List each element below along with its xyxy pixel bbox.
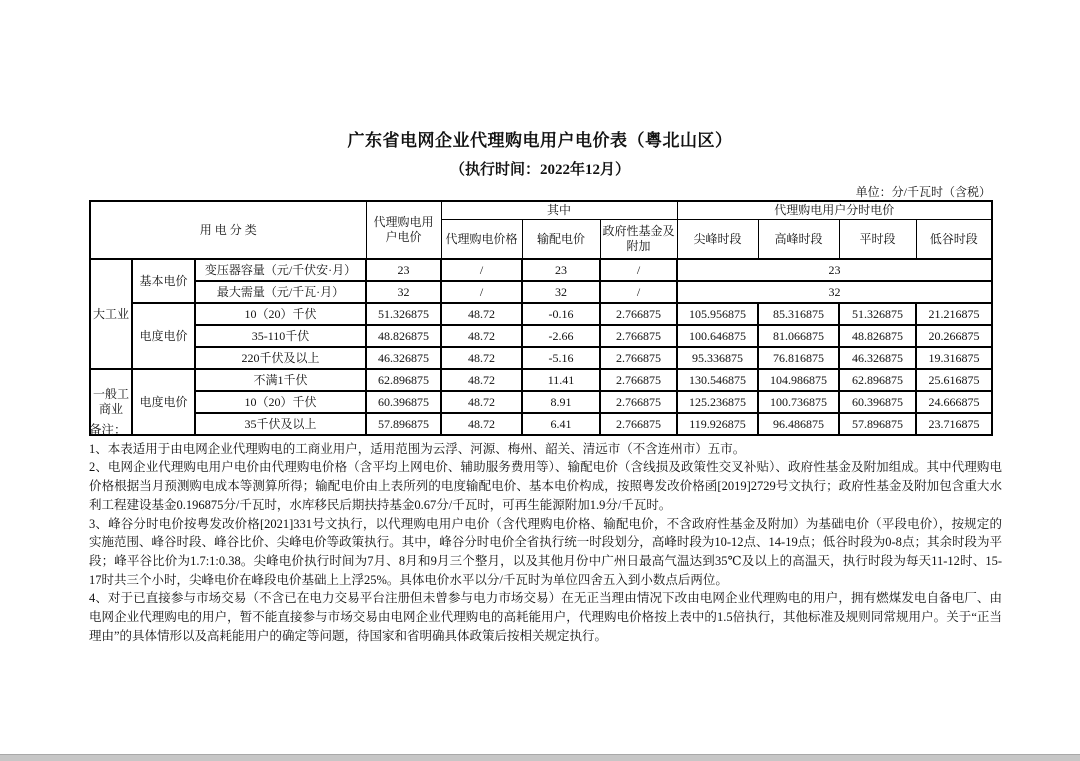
page-title: 广东省电网企业代理购电用户电价表（粤北山区） bbox=[347, 131, 733, 150]
cell-transmission: 23 bbox=[522, 259, 600, 281]
cell-transmission: 11.41 bbox=[522, 369, 600, 391]
header-among-which: 其中 bbox=[441, 201, 677, 220]
cell-total: 51.326875 bbox=[366, 303, 441, 325]
table-row bbox=[90, 391, 992, 413]
cell-peak: 81.066875 bbox=[758, 325, 839, 347]
cell-item: 10（20）千伏 bbox=[195, 303, 366, 325]
note-item-4: 4、对于已直接参与市场交易（不含已在电力交易平台注册但未曾参与电力市场交易）在无正当理由情况下改由电网企业代理购电的用户，拥有燃煤发电自备电厂、由电网企业代理购电的用户，暂不能直接参与市场交易由电网企业代理购电的高耗能用户，代理购电价格按上表中的1.5倍执行，其他标准及规则同常规用户。关于“正当理由”的具体情形以及高耗能用户的确定等问题，待国家和省明确具体政策后按相关规定执行。 bbox=[89, 591, 1002, 643]
note-item-1: 1、本表适用于由电网企业代理购电的工商业用户，适用范围为云浮、河源、梅州、韶关、清远市（不含连州市）五市。 bbox=[89, 441, 746, 456]
table-row bbox=[90, 325, 992, 347]
cell-fund: 2.766875 bbox=[600, 325, 677, 347]
cell-peak: 76.816875 bbox=[758, 347, 839, 369]
cell-agency: 48.72 bbox=[441, 303, 522, 325]
cell-item: 35-110千伏 bbox=[195, 325, 366, 347]
cell-item: 35千伏及以上 bbox=[195, 413, 366, 435]
cell-tou-merged: 32 bbox=[677, 281, 992, 303]
page-subtitle: （执行时间：2022年12月） bbox=[449, 162, 630, 178]
cell-total: 23 bbox=[366, 259, 441, 281]
note-item-3: 3、峰谷分时电价按粤发改价格[2021]331号文执行，以代理购电用户电价（含代理购电价格、输配电价，不含政府性基金及附加）为基础电价（平段电价），按规定的实施范围、峰谷时段、峰谷比价、尖峰电价等政策执行。其中，峰谷分时电价全省执行统一时段划分，高峰时段为10-12点、14-19点；低谷时段为0-8点；其余时段为平段；峰平谷比价为1.7:1:0.38。尖峰电价执行时间为7月、8月和9月三个整月，以及其他月份中广州日最高气温达到35℃及以上的高温天，执行时段为每天11-12时、15-17时共三个小时，尖峰电价在峰段电价基础上上浮25%。具体电价水平以分/千瓦时为单位四舍五入到小数点后两位。 bbox=[89, 516, 1002, 587]
cell-tou-merged: 23 bbox=[677, 259, 992, 281]
cell-sharp: 100.646875 bbox=[677, 325, 758, 347]
header-tou-group: 代理购电用户分时电价 bbox=[677, 201, 992, 220]
cell-total: 46.326875 bbox=[366, 347, 441, 369]
header-usage-category: 用 电 分 类 bbox=[90, 201, 366, 259]
cell-sharp: 125.236875 bbox=[677, 391, 758, 413]
table-row bbox=[90, 369, 992, 391]
group-large-industry: 大工业 bbox=[90, 259, 132, 369]
header-sharp-peak: 尖峰时段 bbox=[677, 220, 758, 260]
cell-transmission: 8.91 bbox=[522, 391, 600, 413]
cell-fund: 2.766875 bbox=[600, 391, 677, 413]
cell-agency: 48.72 bbox=[441, 391, 522, 413]
price-table bbox=[89, 200, 993, 436]
cell-agency: 48.72 bbox=[441, 369, 522, 391]
cell-fund: 2.766875 bbox=[600, 347, 677, 369]
cell-fund: 2.766875 bbox=[600, 303, 677, 325]
cell-total: 60.396875 bbox=[366, 391, 441, 413]
cell-valley: 21.216875 bbox=[916, 303, 992, 325]
cell-peak: 96.486875 bbox=[758, 413, 839, 435]
cell-sharp: 130.546875 bbox=[677, 369, 758, 391]
page-bottom-edge bbox=[0, 754, 1080, 761]
cell-fund: / bbox=[600, 259, 677, 281]
cell-agency: 48.72 bbox=[441, 347, 522, 369]
cell-valley: 19.316875 bbox=[916, 347, 992, 369]
table-row bbox=[90, 281, 992, 303]
cell-peak: 85.316875 bbox=[758, 303, 839, 325]
cell-item: 不满1千伏 bbox=[195, 369, 366, 391]
cell-fund: 2.766875 bbox=[600, 369, 677, 391]
header-flat: 平时段 bbox=[839, 220, 916, 260]
header-valley: 低谷时段 bbox=[916, 220, 992, 260]
cell-total: 57.896875 bbox=[366, 413, 441, 435]
table-row bbox=[90, 303, 992, 325]
group-general-commerce: 一般工商业 bbox=[90, 369, 132, 435]
cell-transmission: -2.66 bbox=[522, 325, 600, 347]
notes-label: 备注： bbox=[89, 423, 127, 437]
cell-item: 220千伏及以上 bbox=[195, 347, 366, 369]
table-row bbox=[90, 347, 992, 369]
cell-fund: 2.766875 bbox=[600, 413, 677, 435]
cell-valley: 24.666875 bbox=[916, 391, 992, 413]
cell-valley: 23.716875 bbox=[916, 413, 992, 435]
cell-transmission: 32 bbox=[522, 281, 600, 303]
unit-label: 单位：分/千瓦时（含税） bbox=[855, 185, 991, 199]
cell-flat: 57.896875 bbox=[839, 413, 916, 435]
header-transmission-price: 输配电价 bbox=[522, 220, 600, 260]
cell-fund: / bbox=[600, 281, 677, 303]
cell-flat: 62.896875 bbox=[839, 369, 916, 391]
cell-peak: 100.736875 bbox=[758, 391, 839, 413]
cell-sharp: 95.336875 bbox=[677, 347, 758, 369]
cell-peak: 104.986875 bbox=[758, 369, 839, 391]
cell-total: 48.826875 bbox=[366, 325, 441, 347]
cell-transmission: -0.16 bbox=[522, 303, 600, 325]
cell-item: 最大需量（元/千瓦·月） bbox=[195, 281, 366, 303]
header-agency-user-price: 代理购电用户电价 bbox=[366, 201, 441, 259]
notes-section bbox=[89, 421, 1002, 645]
cell-item: 10（20）千伏 bbox=[195, 391, 366, 413]
cell-agency: / bbox=[441, 259, 522, 281]
cell-flat: 60.396875 bbox=[839, 391, 916, 413]
group-energy-price-1: 电度电价 bbox=[132, 303, 195, 369]
cell-valley: 20.266875 bbox=[916, 325, 992, 347]
cell-flat: 48.826875 bbox=[839, 325, 916, 347]
cell-total: 32 bbox=[366, 281, 441, 303]
cell-sharp: 105.956875 bbox=[677, 303, 758, 325]
cell-flat: 46.326875 bbox=[839, 347, 916, 369]
cell-flat: 51.326875 bbox=[839, 303, 916, 325]
table-row bbox=[90, 259, 992, 281]
cell-sharp: 119.926875 bbox=[677, 413, 758, 435]
header-peak: 高峰时段 bbox=[758, 220, 839, 260]
cell-agency: / bbox=[441, 281, 522, 303]
group-basic-price: 基本电价 bbox=[132, 259, 195, 303]
cell-agency: 48.72 bbox=[441, 413, 522, 435]
cell-agency: 48.72 bbox=[441, 325, 522, 347]
header-agency-price: 代理购电价格 bbox=[441, 220, 522, 260]
header-gov-fund: 政府性基金及附加 bbox=[600, 220, 677, 260]
cell-valley: 25.616875 bbox=[916, 369, 992, 391]
cell-total: 62.896875 bbox=[366, 369, 441, 391]
cell-item: 变压器容量（元/千伏安·月） bbox=[195, 259, 366, 281]
cell-transmission: 6.41 bbox=[522, 413, 600, 435]
cell-transmission: -5.16 bbox=[522, 347, 600, 369]
group-energy-price-2: 电度电价 bbox=[132, 369, 195, 435]
note-item-2: 2、电网企业代理购电用户电价由代理购电价格（含平均上网电价、辅助服务费用等）、输配电价（含线损及政策性交叉补贴）、政府性基金及附加组成。其中代理购电价格根据当月预测购电成本等测算所得；输配电价由上表所列的电度输配电价、基本电价构成，按照粤发改价格函[2019]2729号文执行；政府性基金及附加包含重大水利工程建设基金0.196875分/千瓦时，水库移民后期扶持基金0.67分/千瓦时，可再生能源附加1.9分/千瓦时。 bbox=[89, 460, 1002, 512]
